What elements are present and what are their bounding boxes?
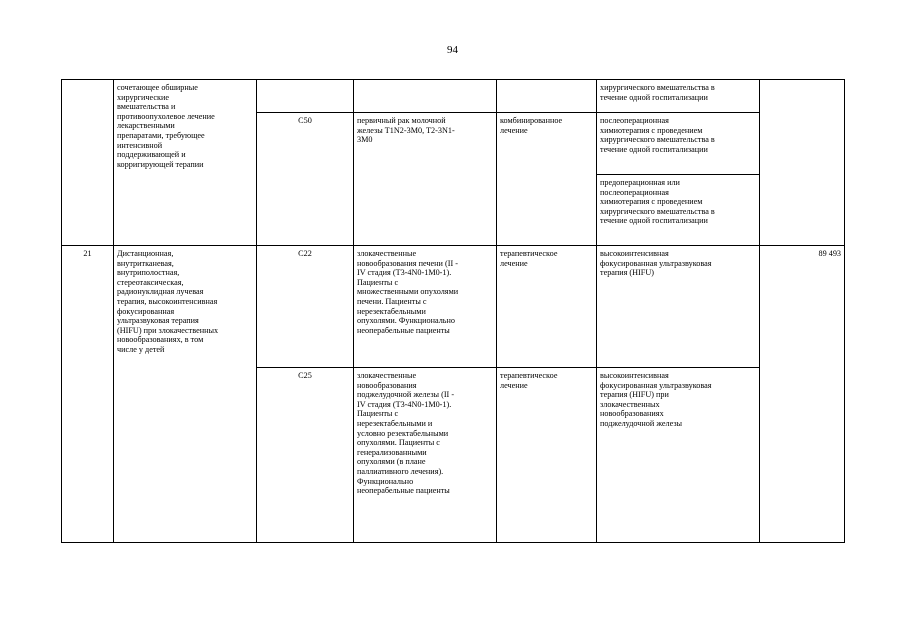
treatment-text: комбинированное лечение: [500, 116, 563, 135]
row-number-cell: [62, 246, 114, 543]
diagnosis-text: злокачественные новообразования поджелудочной железы (II - IV стадия (T3-4N0-1M0-1). Пациенты с нерезектабельными и условно резектабельными опухолями. Пациенты с генерализованными опухолями (в плане паллиативного лечения). Функционально неоперабельные пациенты: [357, 371, 455, 496]
table-row: [62, 80, 845, 113]
method-cell: [597, 246, 760, 368]
treatment-text: терапевтическое лечение: [500, 249, 558, 268]
treatment-text: терапевтическое лечение: [500, 371, 558, 390]
treatment-cell: [497, 246, 597, 368]
icd-code: C25: [298, 371, 312, 380]
icd-code: C50: [298, 116, 312, 125]
code-cell: [257, 368, 354, 543]
method-cell: [597, 175, 760, 246]
treatment-cell: [497, 368, 597, 543]
diagnosis-text: злокачественные новообразования печени (II - IV стадия (T3-4N0-1M0-1). Пациенты с множественными опухолями печени. Пациенты с нерезектабельными опухолями. Функционально неоперабельные пациенты: [357, 249, 459, 335]
diagnosis-cell: [354, 80, 497, 113]
diagnosis-text: первичный рак молочной железы T1N2-3M0, T2-3N1- 3M0: [357, 116, 455, 145]
price-cell: [760, 246, 845, 543]
method-text: послеоперационная химиотерапия с проведением хирургического вмешательства в течение одной госпитализации: [600, 116, 715, 154]
method-text: высокоинтенсивная фокусированная ультразвуковая терапия (HIFU): [600, 249, 712, 278]
row-number: 21: [83, 249, 92, 258]
price-cell: [760, 80, 845, 246]
diagnosis-cell: [354, 113, 497, 246]
procedure-name: сочетающее обширные хирургические вмешательства и противоопухолевое лечение лекарственными препаратами, требующее интенсивной поддерживающей и корригирующей терапии: [117, 83, 215, 169]
row-number-cell: [62, 80, 114, 246]
code-cell: [257, 113, 354, 246]
method-cell: [597, 80, 760, 113]
method-text: хирургического вмешательства в течение одной госпитализации: [600, 83, 715, 102]
icd-code: C22: [298, 249, 312, 258]
method-cell: [597, 113, 760, 175]
diagnosis-cell: [354, 368, 497, 543]
price-value: 89 493: [818, 249, 841, 258]
method-text: высокоинтенсивная фокусированная ультразвуковая терапия (HIFU) при злокачественных новообразованиях поджелудочной железы: [600, 371, 712, 428]
diagnosis-cell: [354, 246, 497, 368]
method-text: предоперационная или послеоперационная химиотерапия с проведением хирургического вмешательства в течение одной госпитализации: [600, 178, 715, 226]
treatment-cell: [497, 80, 597, 113]
treatment-cell: [497, 113, 597, 246]
procedure-name-cell: [114, 246, 257, 543]
page-number: 94: [447, 44, 458, 56]
method-cell: [597, 368, 760, 543]
procedure-name: Дистанционная, внутритканевая, внутриполостная, стереотаксическая, радионуклидная лучевая терапия, высокоинтенсивная фокусированная ультразвуковая терапия (HIFU) при злокачественных новообразованиях, в том числе у детей: [117, 249, 219, 354]
code-cell: [257, 80, 354, 113]
procedures-table: [61, 79, 845, 543]
procedure-name-cell: [114, 80, 257, 246]
table-row: [62, 246, 845, 368]
code-cell: [257, 246, 354, 368]
